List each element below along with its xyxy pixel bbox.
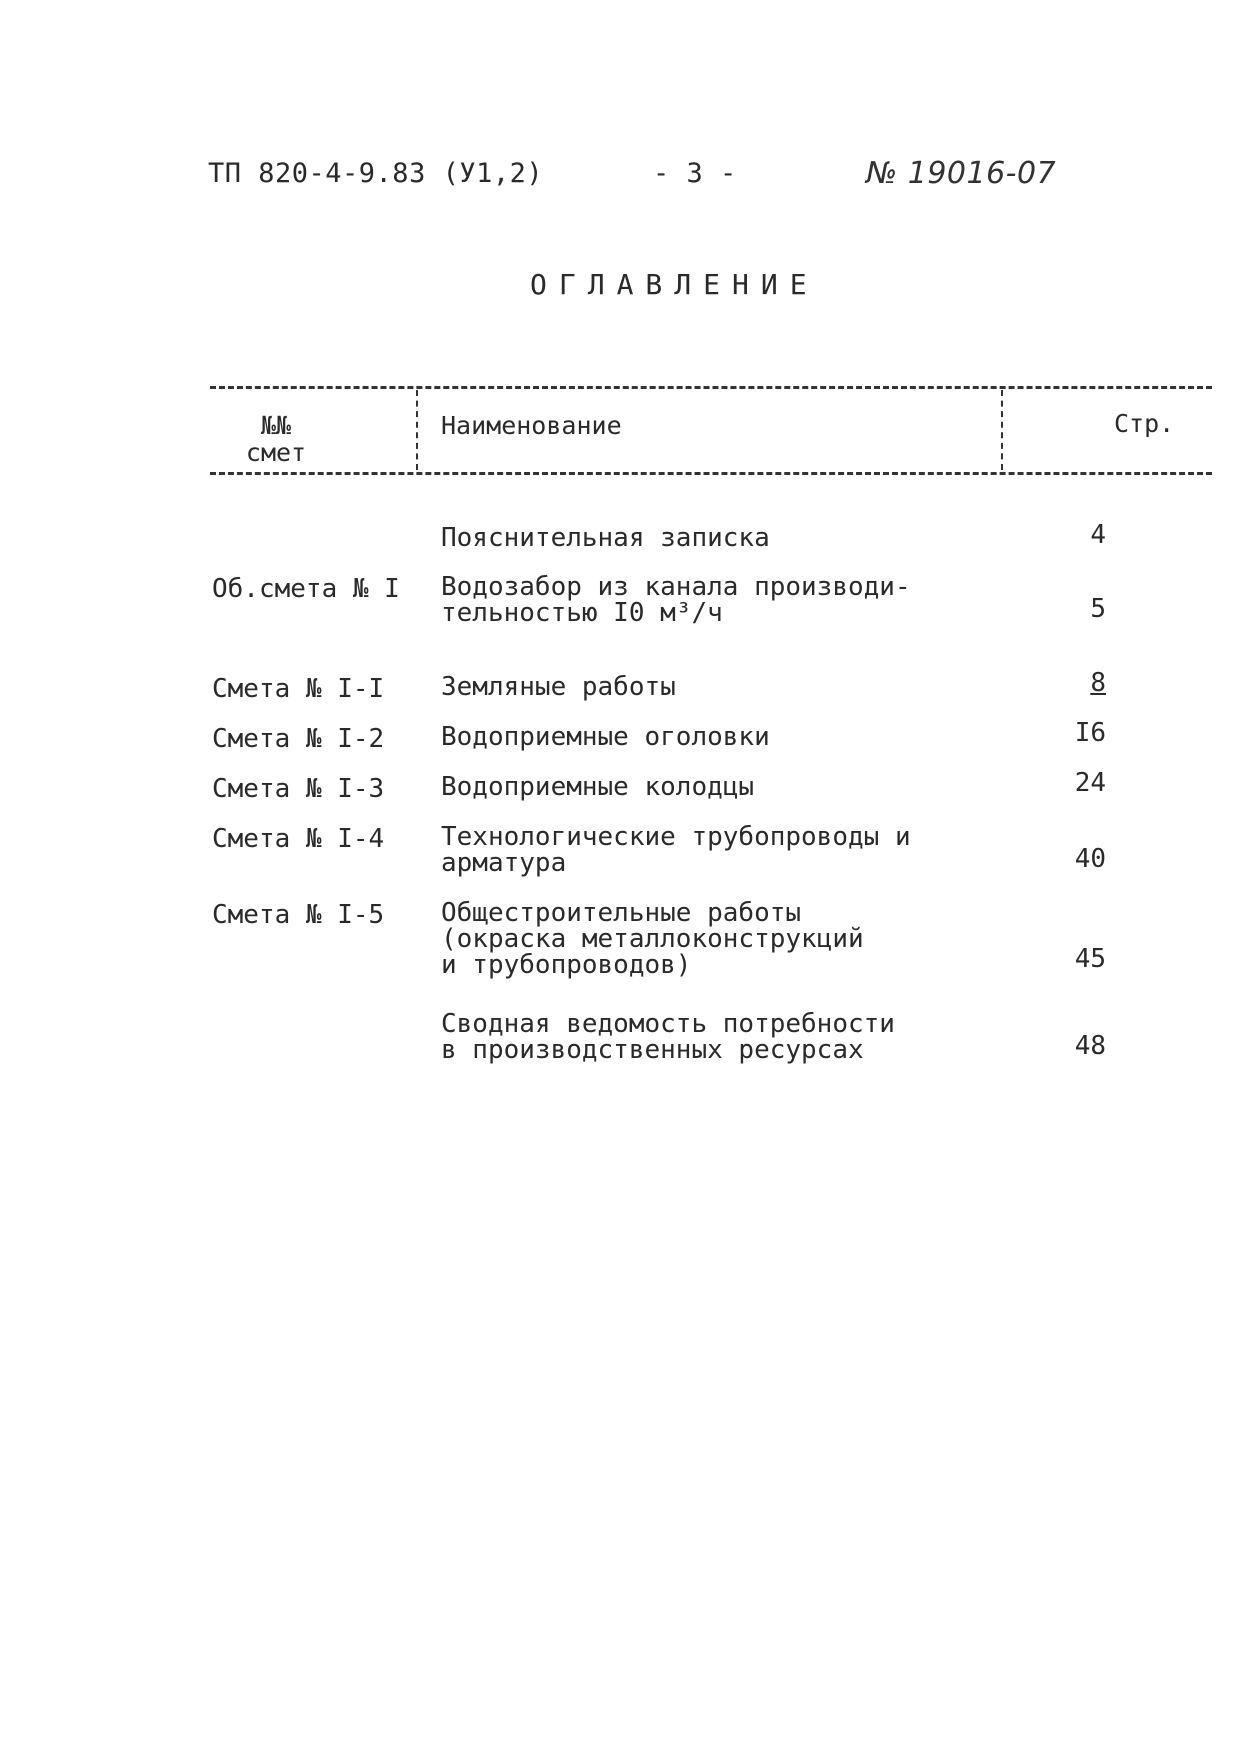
row-page: 48 (1074, 1031, 1106, 1061)
row-page: 40 (1074, 844, 1106, 874)
column-separator-1 (416, 390, 418, 470)
row-name-line: (окраска металлоконструкций (441, 924, 864, 954)
table-top-rule (210, 386, 1212, 389)
row-page: 5 (1090, 594, 1106, 624)
row-name-line: в производственных ресурсах (441, 1035, 864, 1065)
page-title: ОГЛАВЛЕНИЕ (530, 268, 819, 301)
row-number: Смета № I-2 (212, 724, 385, 754)
row-name (441, 525, 961, 551)
row-name (441, 900, 961, 978)
row-name-line: Технологические трубопроводы и (441, 822, 911, 852)
row-name (441, 574, 961, 626)
page-number: - 3 - (653, 158, 737, 189)
row-name-line: тельностью I0 м³/ч (441, 598, 723, 628)
row-name-line: Водозабор из канала производи- (441, 572, 911, 602)
row-name-line: Сводная ведомость потребности (441, 1009, 895, 1039)
row-name (441, 1011, 961, 1063)
column-header-number (226, 412, 326, 466)
row-page: 24 (1074, 768, 1106, 798)
row-name (441, 674, 961, 700)
doc-code: ТП 820-4-9.83 (У1,2) (208, 158, 544, 189)
row-name-line: Земляные работы (441, 672, 676, 702)
row-name-line: арматура (441, 848, 567, 878)
row-number: Смета № I-I (212, 674, 385, 704)
row-name-line: и трубопроводов) (441, 950, 692, 980)
row-page: 8 (1090, 668, 1106, 698)
column-separator-2 (1001, 390, 1003, 470)
row-name (441, 774, 961, 800)
row-number: Смета № I-4 (212, 824, 385, 854)
row-page: 45 (1074, 944, 1106, 974)
row-number: Смета № I-5 (212, 900, 385, 930)
row-name (441, 824, 961, 876)
row-page: I6 (1074, 718, 1106, 748)
row-number: Об.смета № I (212, 574, 400, 604)
archive-number: № 19016-07 (866, 156, 1057, 191)
row-name-line: Водоприемные колодцы (441, 772, 755, 802)
row-page: 4 (1090, 520, 1106, 550)
row-number: Смета № I-3 (212, 774, 385, 804)
row-name-line: Пояснительная записка (441, 523, 770, 553)
row-name-line: Общестроительные работы (441, 898, 802, 928)
row-name-line: Водоприемные оголовки (441, 722, 770, 752)
column-header-name: Наименование (441, 411, 622, 440)
column-header-page: Стр. (1114, 409, 1175, 438)
column-header-number-line2: смет (245, 438, 307, 467)
row-name (441, 724, 961, 750)
column-header-number-line1: №№ (260, 411, 292, 440)
table-header-bottom-rule (210, 472, 1212, 475)
